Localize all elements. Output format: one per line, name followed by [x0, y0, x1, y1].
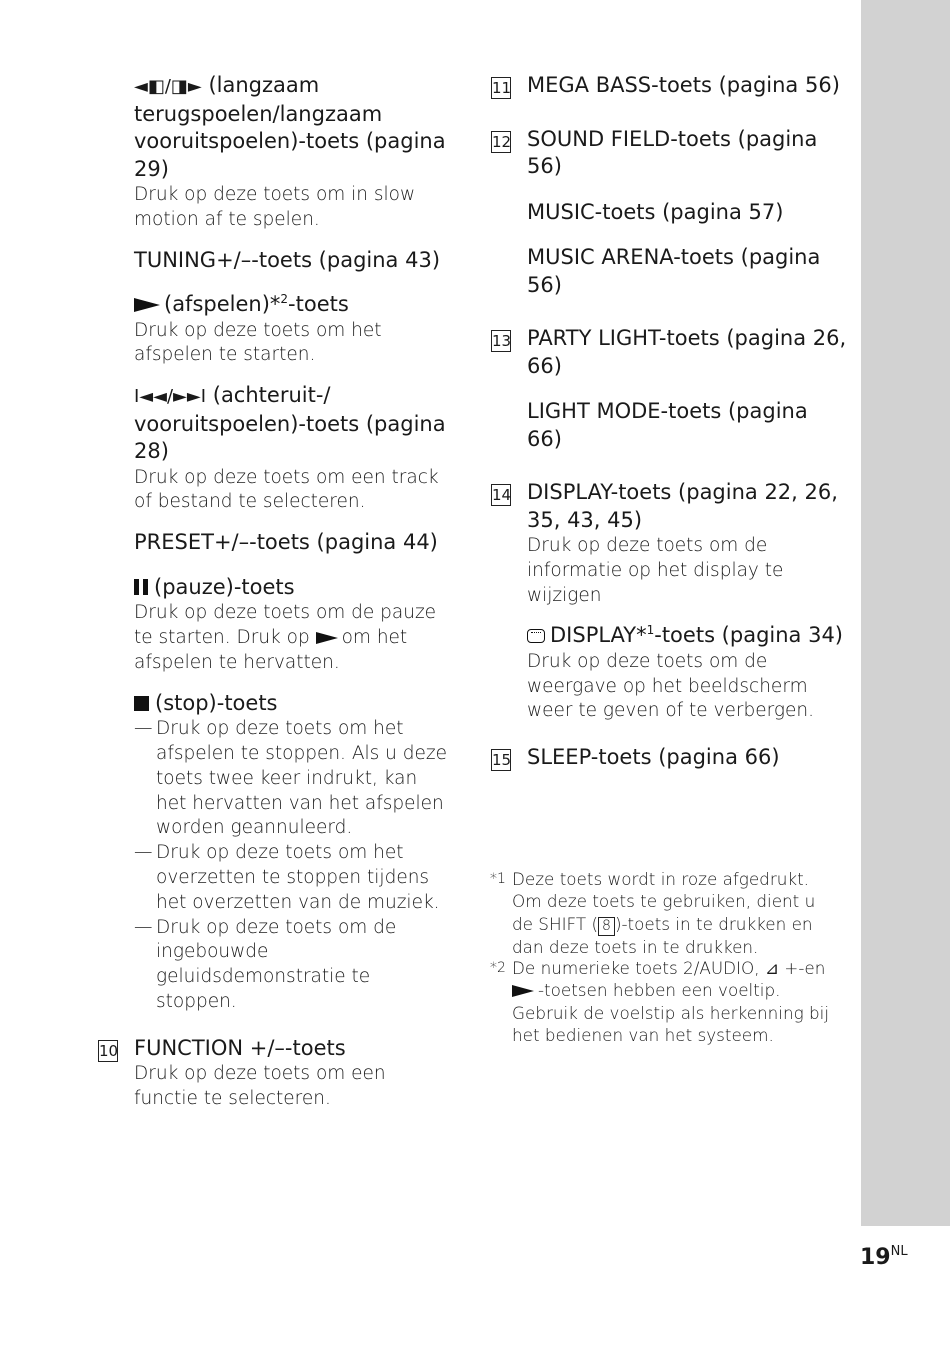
music-arena-heading: MUSIC ARENA-toets (pagina 56) [527, 245, 821, 297]
slow-motion-heading: ◄◧/◨► (langzaam terugspoelen/langzaam vooruitspoelen)-toets (pagina 29) [134, 73, 446, 181]
preset-entry [134, 529, 452, 557]
stop-heading: (stop)-toets [134, 690, 452, 718]
tuning-heading: TUNING+/–-toets (pagina 43) [134, 247, 441, 272]
right-column [492, 72, 847, 772]
footnote-mark: *2 [490, 960, 506, 976]
sound-field-entry [492, 126, 847, 181]
skip-icon: I◄◄/►►I [134, 386, 207, 408]
pause-entry [134, 574, 452, 676]
slow-motion-description: Druk op deze toets om in slow motion af te spelen. [134, 184, 416, 230]
page-sidebar-band [861, 0, 950, 1226]
play-entry [134, 291, 452, 368]
pause-description: Druk op deze toets om de pauze te starten. Druk op om het afspelen te hervatten. [134, 602, 437, 673]
play-icon [134, 298, 160, 312]
stop-list-item: — Druk op deze toets om de ingebouwde geluidsdemonstratie te stoppen. [134, 916, 397, 1012]
function-entry [99, 1035, 452, 1112]
skip-heading: I◄◄/►►I (achteruit-/ vooruitspoelen)-toets (pagina 28) [134, 383, 446, 464]
footnote-2: *2 De numerieke toets 2/AUDIO, ⊿ +-en -toetsen hebben een voeltip. Gebruik de voelstip als herkenning bij het bedienen van het systeem. [490, 958, 829, 1045]
light-mode-heading: LIGHT MODE-toets (pagina 66) [527, 399, 808, 451]
play-icon [512, 985, 534, 997]
play-icon [316, 632, 338, 644]
light-mode-entry [527, 398, 847, 453]
tuning-entry [134, 247, 452, 275]
party-light-heading: PARTY LIGHT-toets (pagina 26, 66) [527, 326, 847, 378]
item-number-10: 10 [99, 1041, 119, 1060]
music-entry [527, 199, 847, 227]
party-light-entry [492, 325, 847, 380]
sound-field-heading: SOUND FIELD-toets (pagina 56) [527, 126, 818, 178]
left-column [99, 72, 452, 1112]
pause-icon [134, 579, 148, 595]
sleep-entry [492, 744, 847, 772]
stop-entry [134, 690, 452, 1015]
display-entry [492, 479, 847, 608]
mega-bass-entry [492, 72, 847, 100]
stop-list-item: — Druk op deze toets om het afspelen te stoppen. Als u deze toets twee keer indrukt, kan het hervatten van het afspelen worden geannuleerd. [134, 718, 447, 839]
skip-entry [134, 382, 452, 515]
item-number-12: 12 [492, 132, 512, 151]
screen-display-description: Druk op deze toets om de weergave op het beeldscherm weer te geven of te verbergen. [527, 650, 814, 722]
play-heading: (afspelen)*$^2$-toets [134, 291, 452, 319]
footnote-mark: *1 [490, 871, 506, 887]
stop-icon [134, 696, 149, 711]
slow-motion-icon: ◄◧/◨► [134, 76, 202, 97]
volume-icon: ⊿ [764, 958, 779, 978]
play-description: Druk op deze toets om het afspelen te starten. [134, 319, 382, 366]
function-heading: FUNCTION +/–-toets [134, 1035, 346, 1060]
sleep-heading: SLEEP-toets (pagina 66) [527, 745, 780, 770]
item-number-13: 13 [492, 332, 512, 350]
item-number-11: 11 [492, 79, 512, 97]
stop-list-item: — Druk op deze toets om het overzetten te stoppen tijdens het overzetten van de muziek. [134, 842, 440, 913]
item-number-15: 15 [492, 751, 512, 770]
display-heading: DISPLAY-toets (pagina 22, 26, 35, 43, 45) [527, 480, 838, 532]
skip-description: Druk op deze toets om een track of bestand te selecteren. [134, 466, 439, 513]
button-number-box: 8 [598, 917, 615, 936]
screen-display-entry [527, 622, 847, 724]
screen-display-icon [527, 629, 545, 643]
footnote-1: *1 Deze toets wordt in roze afgedrukt. Om deze toets te gebruiken, dient u de SHIFT ( 8 )-toets in te drukken en dan deze toets in te drukken. [490, 869, 816, 957]
item-number-14: 14 [492, 486, 512, 504]
function-description: Druk op deze toets om een functie te selecteren. [134, 1063, 386, 1110]
pause-heading: (pauze)-toets [134, 574, 452, 602]
mega-bass-heading: MEGA BASS-toets (pagina 56) [527, 73, 840, 97]
music-heading: MUSIC-toets (pagina 57) [527, 199, 784, 224]
page-number: $19^{NL}$ [860, 1244, 908, 1270]
preset-heading: PRESET+/–-toets (pagina 44) [134, 530, 438, 555]
slow-motion-entry [134, 72, 452, 233]
screen-display-heading: DISPLAY*$^1$-toets (pagina 34) [527, 622, 847, 650]
display-description: Druk op deze toets om de informatie op het display te wijzigen [527, 535, 784, 606]
music-arena-entry [527, 244, 847, 299]
